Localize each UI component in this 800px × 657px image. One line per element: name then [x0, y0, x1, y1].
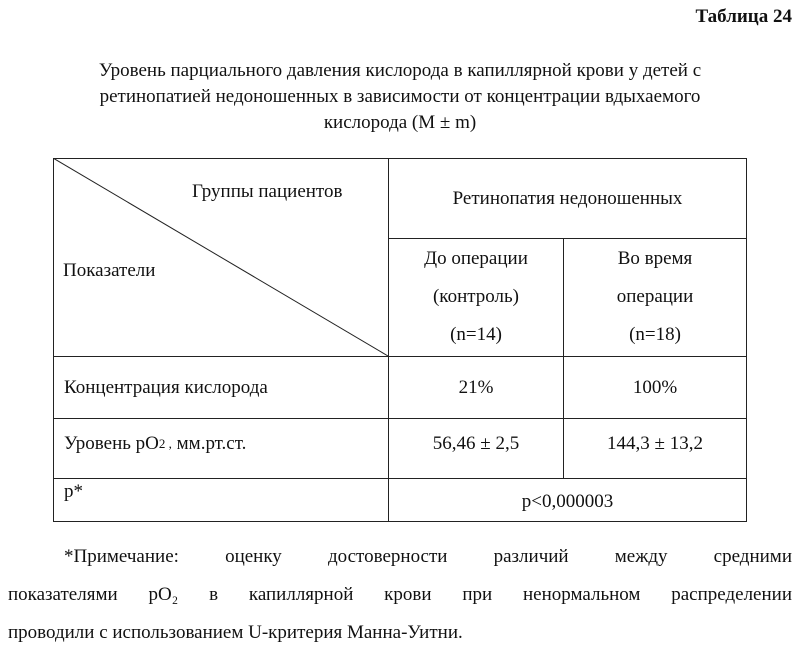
table-caption-line-2: ретинопатией недоношенных в зависимости от концентрации вдыхаемого: [99, 86, 701, 107]
col2-line1: Во время: [617, 248, 693, 269]
row-p-value: p<0,000003: [521, 491, 614, 512]
row-oxygen-concentration-control: 21%: [458, 376, 494, 398]
row-oxygen-concentration-surgery: 100%: [632, 376, 678, 398]
row-po2-label-main: Уровень pO: [64, 432, 159, 454]
col1-line3: (n=14): [450, 324, 502, 345]
table-line-row2: [53, 478, 747, 479]
table-border-right: [746, 158, 747, 522]
row-po2-surgery: 144,3 ± 13,2: [607, 432, 703, 454]
table-number: Таблица 24: [695, 6, 792, 27]
row-po2-label-unit: мм.рт.ст.: [171, 432, 247, 454]
footnote-line-2: показателями pO₂ в капиллярной крови при ненормальном распределении: [8, 584, 792, 605]
row-po2-label: [54, 419, 388, 468]
footnote-line-3: проводили с использованием U-критерия Манна-Уитни.: [8, 622, 463, 643]
col1-line2: (контроль): [432, 286, 520, 307]
footnote-line-1: *Примечание: оценку достоверности различий между средними: [64, 546, 792, 567]
table-border-bottom: [53, 521, 747, 522]
table-caption-line-3: кислорода (M ± m): [323, 112, 477, 133]
col2-line2: операции: [616, 286, 694, 307]
row-po2-label-sub: 2 ,: [158, 435, 172, 451]
indicators-label: Показатели: [63, 260, 156, 281]
group-title: Ретинопатия недоношенных: [452, 187, 683, 209]
col1-line1: До операции: [424, 248, 528, 269]
row-po2-control: 56,46 ± 2,5: [432, 432, 520, 454]
row-oxygen-concentration-label: Концентрация кислорода: [64, 376, 268, 398]
table-line-subheader: [388, 238, 747, 239]
footnote: [8, 538, 792, 652]
groups-label: Группы пациентов: [192, 181, 343, 202]
table-caption-line-1: Уровень парциального давления кислорода в капиллярной крови у детей с: [98, 60, 702, 81]
col2-line3: (n=18): [629, 324, 681, 345]
row-p-label: p*: [64, 481, 83, 502]
